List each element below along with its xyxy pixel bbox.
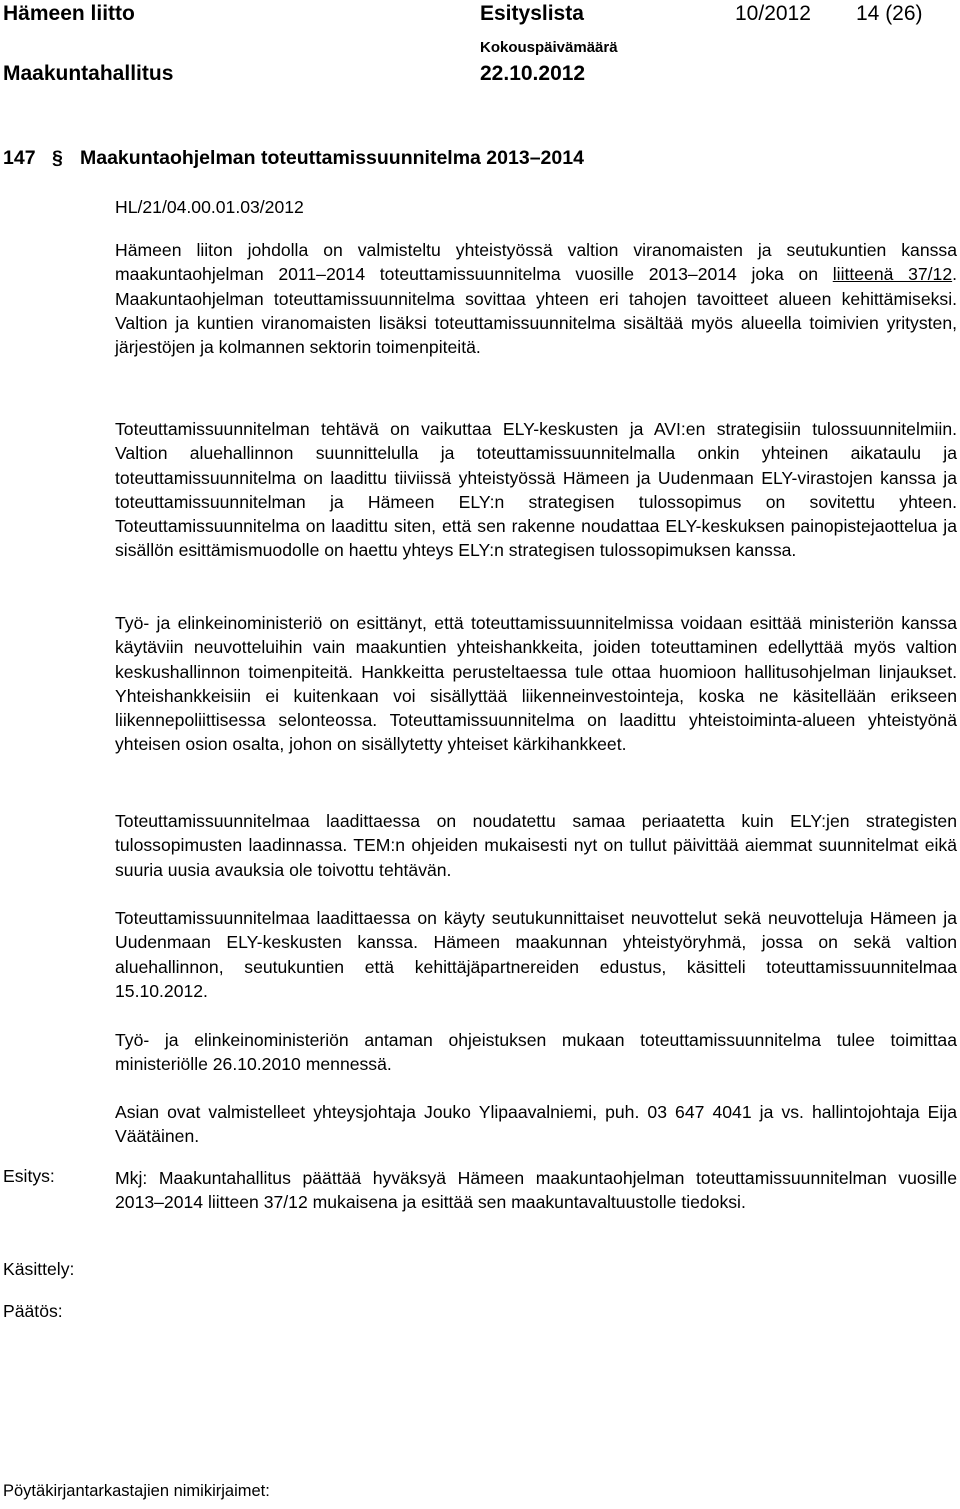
paragraph-7: Asian ovat valmistelleet yhteysjohtaja Jouko Ylipaavalniemi, puh. 03 647 4041 ja vs. hallintojohtaja Eija Väätäinen. <box>115 1102 957 1147</box>
page-number: 14 (26) <box>856 2 923 25</box>
paragraph-3: Työ- ja elinkeinoministeriö on esittänyt, että toteuttamissuunnitelmissa voidaan esittää ministeriön kanssa käytäviin neuvotteluihin vain maakuntien yhteishankkeita, joiden toteuttaminen edellyttää myös valtion keskushallinnon toimenpiteitä. Hankkeitta perusteltaessa tule ottaa huomioon hallitusohjelman linjaukset. Yhteishankkeisiin ei kuitenkaan voi sisällyttää liikenneinvestointeja, koska ne käsitellään erikseen liikennepoliittisessa selonteossa. Toteuttamissuunnitelma on laadittu yhteistoiminta-alueen yhteistyönä yhteisen osion osalta, johon on sisällytetty yhteiset kärkihankkeet. <box>115 613 957 755</box>
paragraph-5: Toteuttamissuunnitelmaa laadittaessa on käyty seutukunnittaiset neuvottelut sekä neuvotteluja Hämeen ja Uudenmaan ELY-keskusten kanssa. Hämeen maakunnan yhteistyöryhmä, jossa on sekä valtion aluehallinnon, seutukuntien että kehittäjäpartnereiden edustus, käsitteli toteuttamissuunnitelmaa 15.10.2012. <box>115 908 957 1001</box>
paragraph-4: Toteuttamissuunnitelmaa laadittaessa on noudatettu samaa periaatetta kuin ELY:jen strategisten tulossopimusten laadinnassa. TEM:n ohjeiden mukaisesti nyt on tullut päivittää aiemmat suunnitelmat eikä suuria uusia avauksia ole toivottu tehtävän. <box>115 811 957 880</box>
decision-label: Päätös: <box>3 1301 63 1321</box>
document-type: Esityslista <box>480 2 584 25</box>
paragraph-1-text-b: . Maakuntaohjelman toteuttamissuunnitelma sovittaa yhteen eri tahojen tavoitteet alueen kehittämiseksi. Valtion ja kuntien viranomaisten lisäksi toteuttamissuunnitelma sisältää myös alueella toimivien yritysten, järjestöjen ja kolmannen sektorin toimenpiteitä. <box>115 264 957 358</box>
document-number: 10/2012 <box>735 2 811 25</box>
organization-name: Hämeen liitto <box>3 2 135 25</box>
paragraph-2: Toteuttamissuunnitelman tehtävä on vaikuttaa ELY-keskusten ja AVI:en strategisiin tulossuunnitelmiin. Valtion aluehallinnon suunnittelulla ja toteuttamissuunnitelmalla onkin yhteinen aikataulu ja toteuttamissuunnitelma on laadittu tiiviissä yhteistyössä Hämeen ja Uudenmaan ELY-virastojen kanssa ja toteuttamissuunnitelman ja Hämeen ELY:n strategisen tulossopimus on sovitettu yhteen. Toteuttamissuunnitelma on laadittu siten, että sen rakenne noudattaa ELY-keskuksen painopistejaottelua ja sisällön esittämismuodolle on haettu yhteys ELY:n strategisen tulossopimuksen kanssa. <box>115 419 957 561</box>
item-number: 147 <box>3 147 36 169</box>
meeting-date: 22.10.2012 <box>480 62 586 85</box>
proposal-text: Mkj: Maakuntahallitus päättää hyväksyä Hämeen maakuntaohjelman toteuttamissuunnitelman vuosille 2013–2014 liitteen 37/12 mukaisena ja esittää sen maakuntavaltuustolle tiedoksi. <box>115 1168 957 1213</box>
meeting-date-label: Kokouspäivämäärä <box>480 39 618 56</box>
section-sign: § <box>52 147 63 169</box>
attachment-link[interactable]: liitteenä 37/12 <box>832 264 953 285</box>
paragraph-1-text-a: Hämeen liiton johdolla on valmisteltu yhteistyössä valtion viranomaisten ja seutukuntien kanssa maakuntaohjelman 2011–2014 toteuttamissuunnitelma vuosille 2013–2014 joka on <box>115 240 957 285</box>
handling-label: Käsittely: <box>3 1259 75 1279</box>
item-title: Maakuntaohjelman toteuttamissuunnitelma 2013–2014 <box>80 147 584 169</box>
paragraph-6: Työ- ja elinkeinoministeriön antaman ohjeistuksen mukaan toteuttamissuunnitelma tulee toimittaa ministeriölle 26.10.2010 mennessä. <box>115 1030 957 1075</box>
reference-number: HL/21/04.00.01.03/2012 <box>115 197 304 217</box>
proposal-label: Esitys: <box>3 1166 55 1186</box>
signatures-footer: Pöytäkirjantarkastajien nimikirjaimet: <box>3 1482 270 1500</box>
paragraph-1 <box>115 238 957 359</box>
governing-body: Maakuntahallitus <box>3 62 174 85</box>
